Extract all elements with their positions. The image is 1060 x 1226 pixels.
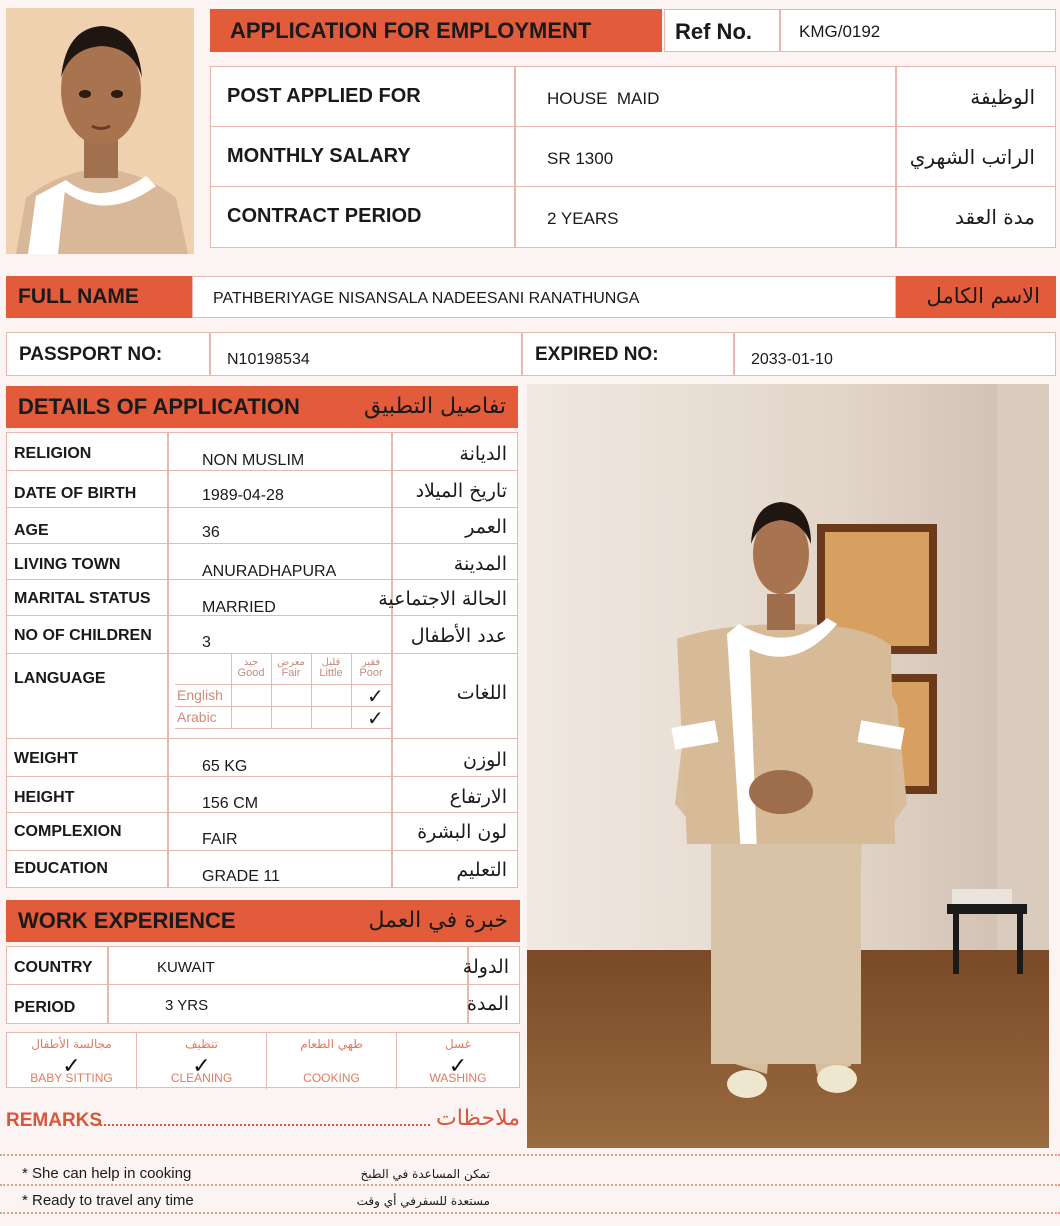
level-little: قليل Little — [319, 657, 343, 679]
complexion-row — [7, 813, 517, 851]
religion-label: RELIGION — [14, 445, 92, 462]
education-row — [7, 851, 517, 889]
children-label: NO OF CHILDREN — [14, 627, 152, 644]
weight-value: 65 KG — [202, 758, 248, 775]
age-arabic: العمر — [465, 516, 507, 538]
remark-note-1-arabic: تمكن المساعدة في الطبخ — [360, 1167, 490, 1181]
skill-baby-sitting: مجالسة الأطفال ✓ BABY SITTING — [7, 1033, 137, 1089]
religion-arabic: الديانة — [459, 443, 507, 465]
monthly-salary-label: MONTHLY SALARY — [227, 145, 411, 167]
country-label: COUNTRY — [14, 959, 93, 976]
divider — [0, 1212, 1060, 1214]
weight-arabic: الوزن — [462, 749, 507, 771]
level-fair: معرض Fair — [277, 657, 305, 679]
passport-row — [6, 332, 1056, 376]
remarks-label: REMARKS — [6, 1110, 103, 1131]
age-value: 36 — [202, 524, 220, 541]
applicant-full-body-photo — [527, 384, 1049, 1148]
remark-note-1: * She can help in cooking — [22, 1165, 192, 1182]
contract-period-label: CONTRACT PERIOD — [227, 205, 422, 227]
cleaning-check-icon: ✓ — [192, 1053, 211, 1078]
passport-value: N10198534 — [227, 351, 310, 368]
education-value: GRADE 11 — [202, 868, 280, 885]
living-town-row — [7, 544, 517, 580]
language-row — [7, 654, 517, 739]
language-english: English — [177, 687, 223, 703]
height-row — [7, 777, 517, 813]
level-poor: فقير Poor — [359, 657, 383, 679]
country-row — [7, 947, 519, 985]
monthly-salary-row — [211, 127, 1055, 187]
divider — [0, 1154, 1060, 1156]
full-name-label: FULL NAME — [6, 276, 192, 318]
divider — [0, 1184, 1060, 1186]
period-row — [7, 985, 519, 1025]
height-arabic: الارتفاع — [449, 786, 507, 808]
details-title-arabic: تفاصيل التطبيق — [363, 394, 506, 419]
post-applied-arabic: الوظيفة — [970, 85, 1035, 109]
period-arabic: المدة — [467, 993, 509, 1015]
ref-value: KMG/0192 — [780, 9, 1056, 52]
details-title: DETAILS OF APPLICATION — [18, 394, 300, 419]
weight-row — [7, 739, 517, 777]
marital-status-value: MARRIED — [202, 599, 276, 616]
children-row — [7, 616, 517, 654]
post-applied-row — [211, 67, 1055, 127]
dob-arabic: تاريخ الميلاد — [415, 480, 507, 502]
education-arabic: التعليم — [456, 859, 507, 881]
skill-cooking: طهي الطعام COOKING — [267, 1033, 397, 1089]
language-arabic-name: Arabic — [177, 709, 217, 725]
dob-row — [7, 471, 517, 508]
education-label: EDUCATION — [14, 860, 108, 877]
ref-label: Ref No. — [664, 9, 780, 52]
applicant-portrait-photo — [6, 8, 194, 254]
details-table — [6, 432, 518, 888]
post-applied-value: HOUSE MAID — [547, 89, 660, 108]
country-value: KUWAIT — [157, 959, 215, 976]
height-label: HEIGHT — [14, 789, 75, 806]
english-poor-check-icon: ✓ — [367, 686, 384, 708]
complexion-value: FAIR — [202, 831, 238, 848]
baby-sitting-check-icon: ✓ — [62, 1053, 81, 1078]
expired-label: EXPIRED NO: — [535, 344, 659, 365]
marital-status-label: MARITAL STATUS — [14, 590, 151, 607]
religion-row — [7, 433, 517, 471]
living-town-value: ANURADHAPURA — [202, 563, 337, 580]
arabic-poor-check-icon: ✓ — [367, 708, 384, 730]
washing-check-icon: ✓ — [448, 1053, 468, 1078]
work-experience-header — [6, 900, 520, 942]
period-label: PERIOD — [14, 999, 76, 1016]
work-experience-title-arabic: خبرة في العمل — [368, 908, 508, 933]
language-arabic: اللغات — [456, 682, 507, 704]
contract-period-value: 2 YEARS — [547, 209, 619, 228]
monthly-salary-arabic: الراتب الشهري — [909, 145, 1035, 169]
full-name-value: PATHBERIYAGE NISANSALA NADEESANI RANATHUNGA — [192, 276, 896, 318]
weight-label: WEIGHT — [14, 750, 78, 767]
remark-note-2: * Ready to travel any time — [22, 1192, 194, 1209]
contract-period-arabic: مدة العقد — [955, 205, 1035, 229]
children-value: 3 — [202, 634, 211, 651]
height-value: 156 CM — [202, 795, 259, 812]
monthly-salary-value: SR 1300 — [547, 149, 614, 168]
living-town-arabic: المدينة — [453, 553, 507, 575]
country-arabic: الدولة — [462, 956, 509, 978]
post-applied-label: POST APPLIED FOR — [227, 85, 421, 107]
details-header — [6, 386, 518, 428]
marital-status-arabic: الحالة الاجتماعية — [378, 588, 507, 610]
age-label: AGE — [14, 522, 49, 539]
work-experience-title: WORK EXPERIENCE — [18, 908, 236, 933]
expired-value: 2033-01-10 — [751, 351, 833, 368]
dob-label: DATE OF BIRTH — [14, 485, 137, 502]
marital-status-row — [7, 580, 517, 616]
level-good: جيد Good — [237, 657, 265, 679]
work-experience-table — [6, 946, 520, 1024]
skill-washing: غسل ✓ WASHING — [397, 1033, 519, 1089]
remark-note-2-arabic: مستعدة للسفرفي أي وقت — [356, 1194, 490, 1208]
age-row — [7, 508, 517, 544]
period-value: 3 YRS — [165, 997, 209, 1014]
full-name-arabic: الاسم الكامل — [896, 276, 1056, 318]
religion-value: NON MUSLIM — [202, 452, 305, 469]
children-arabic: عدد الأطفال — [410, 625, 507, 647]
remarks-arabic: ملاحظات — [436, 1106, 520, 1131]
job-details-box — [210, 66, 1056, 248]
contract-period-row — [211, 187, 1055, 247]
form-title: APPLICATION FOR EMPLOYMENT — [210, 9, 662, 52]
living-town-label: LIVING TOWN — [14, 556, 121, 573]
language-label: LANGUAGE — [14, 670, 106, 687]
skills-box — [6, 1032, 520, 1088]
remarks-dotted-line — [100, 1124, 430, 1126]
dob-value: 1989-04-28 — [202, 487, 284, 504]
language-level-grid — [171, 654, 391, 736]
skill-cleaning: تنظيف ✓ CLEANING — [137, 1033, 267, 1089]
complexion-arabic: لون البشرة — [417, 821, 507, 843]
passport-label: PASSPORT NO: — [19, 344, 163, 365]
complexion-label: COMPLEXION — [14, 823, 122, 840]
